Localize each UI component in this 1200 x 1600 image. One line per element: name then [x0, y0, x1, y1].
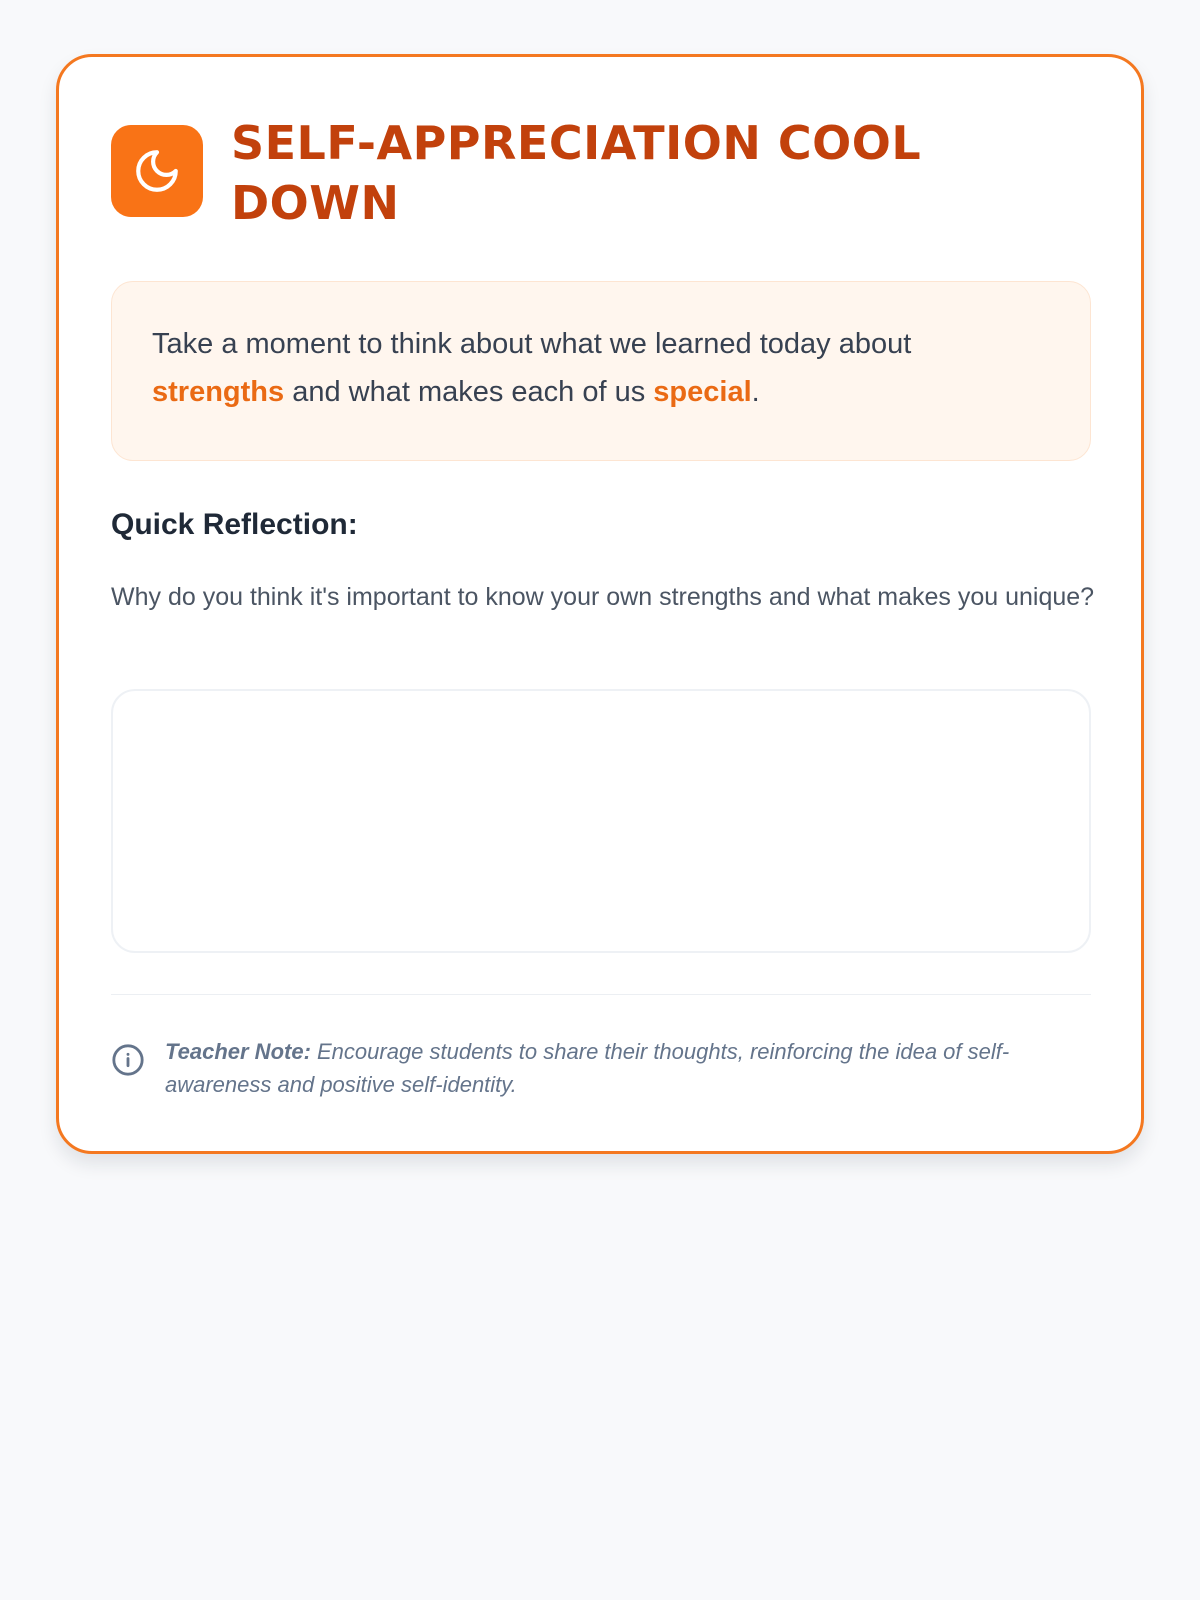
- intro-callout: [111, 281, 1091, 461]
- reflection-answer-field[interactable]: [111, 689, 1091, 953]
- reflection-question: Why do you think it's important to know your own strengths and what makes you unique?: [111, 583, 1095, 611]
- page-title: SELF-APPRECIATION COOL DOWN: [231, 116, 922, 230]
- info-icon: [111, 1043, 145, 1077]
- intro-highlight-strengths: strengths: [152, 376, 285, 408]
- intro-text-middle: and what makes each of us: [284, 376, 654, 408]
- cool-down-card: [56, 54, 1144, 1154]
- reflection-heading: Quick Reflection:: [111, 508, 358, 541]
- teacher-note-text: [165, 1035, 1091, 1101]
- card-header: [111, 113, 1091, 233]
- teacher-note-label: Teacher Note:: [165, 1039, 311, 1064]
- intro-text-end: .: [751, 376, 760, 408]
- moon-icon-badge: [111, 125, 203, 217]
- teacher-note-body: Encourage students to share their thoughts, reinforcing the idea of self-awareness and positive self-identity.: [165, 1039, 1010, 1097]
- moon-icon: [132, 146, 182, 196]
- intro-text-start: Take a moment to think about what we learned today about: [152, 328, 912, 360]
- teacher-note: [111, 1035, 1091, 1101]
- section-divider: [111, 994, 1091, 995]
- intro-highlight-special: special: [653, 376, 752, 408]
